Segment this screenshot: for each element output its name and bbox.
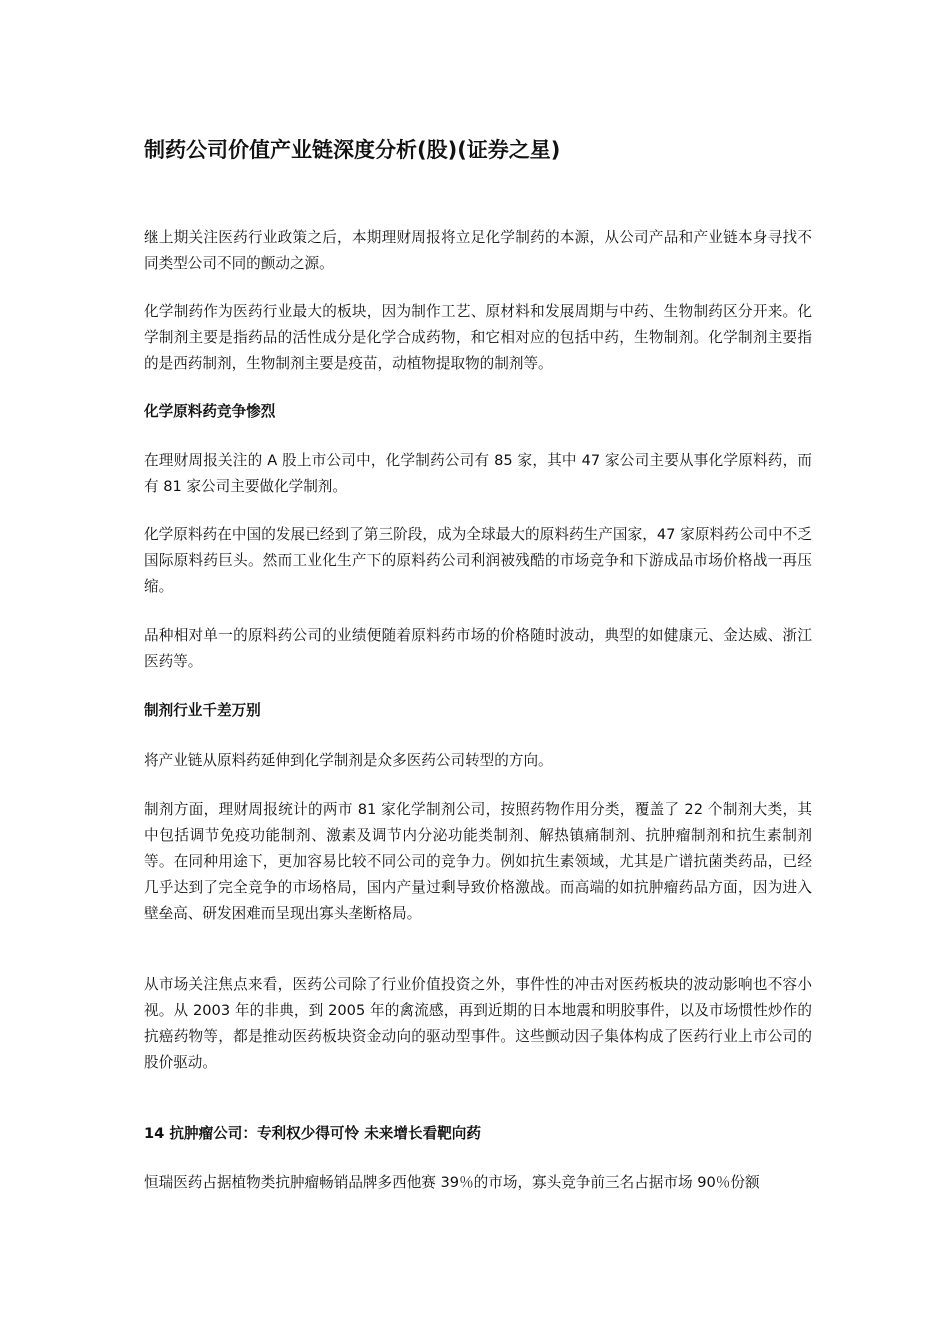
document-title: 制药公司价值产业链深度分析(股)(证券之星) — [144, 138, 561, 162]
paragraph-raw-materials-volatility: 品种相对单一的原料药公司的业绩便随着原料药市场的价格随时波动，典型的如健康元、金达威、浙江医药等。 — [144, 627, 812, 670]
section-heading-raw-materials: 化学原料药竞争惨烈 — [144, 403, 276, 420]
paragraph-raw-materials-stage: 化学原料药在中国的发展已经到了第三阶段，成为全球最大的原料药生产国家，47 家原料药公司中不乏国际原料药巨头。然而工业化生产下的原料药公司利润被残酷的市场竞争和下游成品市场价格战一再压缩。 — [144, 526, 812, 595]
paragraph-oncology-market: 恒瑞医药占据植物类抗肿瘤畅销品牌多西他赛 39％的市场，寡头竞争前三名占据市场 90％份额 — [144, 1174, 760, 1191]
section-heading-preparations: 制剂行业千差万别 — [144, 702, 261, 719]
section-heading-oncology: 14 抗肿瘤公司：专利权少得可怜 未来增长看靶向药 — [144, 1125, 481, 1142]
paragraph-raw-materials-count: 在理财周报关注的 A 股上市公司中，化学制药公司有 85 家，其中 47 家公司主要从事化学原料药，而有 81 家公司主要做化学制剂。 — [144, 452, 812, 495]
paragraph-preparations-detail: 制剂方面，理财周报统计的两市 81 家化学制剂公司，按照药物作用分类，覆盖了 22 个制剂大类，其中包括调节免疫功能制剂、激素及调节内分泌功能类制剂、解热镇痛制剂、抗肿瘤制剂和抗生素制剂等。在同种用途下，更加容易比较不同公司的竞争力。例如抗生素领域，尤其是广谱抗菌类药品，已经几乎达到了完全竞争的市场格局，国内产量过剩导致价格激战。而高端的如抗肿瘤药品方面，因为进入壁垒高、研发困难而呈现出寡头垄断格局。 — [144, 801, 812, 922]
paragraph-intro: 继上期关注医药行业政策之后，本期理财周报将立足化学制药的本源，从公司产品和产业链本身寻找不同类型公司不同的颤动之源。 — [144, 229, 812, 272]
paragraph-preparations-direction: 将产业链从原料药延伸到化学制剂是众多医药公司转型的方向。 — [144, 752, 553, 769]
paragraph-market-focus: 从市场关注焦点来看，医药公司除了行业价值投资之外，事件性的冲击对医药板块的波动影响也不容小视。从 2003 年的非典，到 2005 年的禽流感，再到近期的日本地震和明胶事件，以及市场惯性炒作的抗癌药物等，都是推动医药板块资金动向的驱动型事件。这些颤动因子集体构成了医药行业上市公司的股价驱动。 — [144, 976, 812, 1071]
paragraph-overview: 化学制药作为医药行业最大的板块，因为制作工艺、原材料和发展周期与中药、生物制药区分开来。化学制剂主要是指药品的活性成分是化学合成药物，和它相对应的包括中药，生物制剂。化学制剂主要指的是西药制剂，生物制剂主要是疫苗，动植物提取物的制剂等。 — [144, 303, 812, 372]
